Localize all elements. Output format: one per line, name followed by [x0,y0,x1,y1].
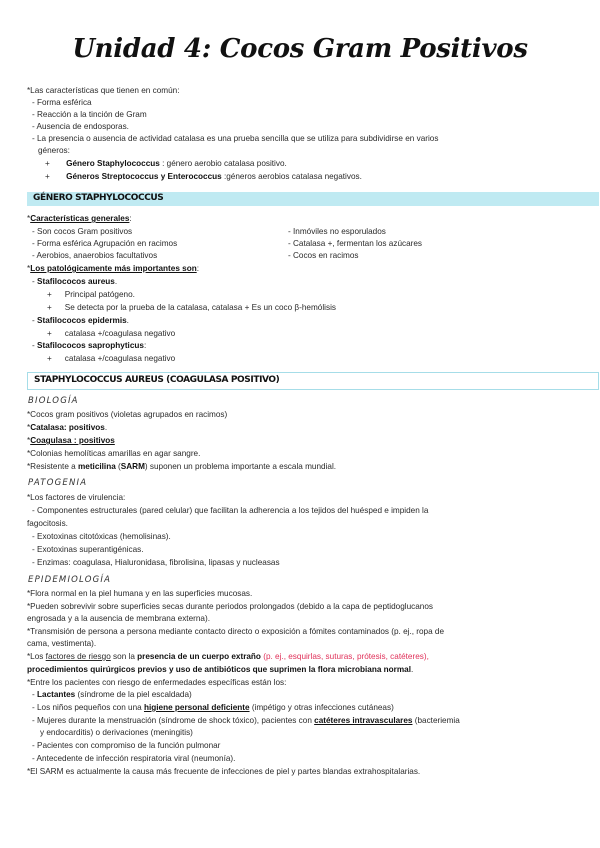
bold-term: Coagulasa : positivos [30,436,115,445]
plus-icon: + [47,329,52,338]
patogenia-line: *Los factores de virulencia: [27,493,126,502]
bold-term: Catalasa: positivos [30,423,105,432]
bio-line: *Colonias hemolíticas amarillas en agar sangre. [27,449,201,458]
bullet-text: Se detecta por la prueba de la catalasa, catalasa + Es un coco β-hemólisis [64,303,336,312]
bullet-staphylococcus [45,158,287,169]
heading-text: Características generales [30,214,130,223]
plus-icon: + [47,303,52,312]
epi-line [27,664,413,675]
underlined-term: factores de riesgo [45,652,111,661]
bold-term: higiene personal deficiente [143,703,250,712]
caracteristica-right: - Inmóviles no esporulados [288,227,386,236]
caracteristica-right: - Cocos en racimos [288,251,359,260]
bio-line: *Catalasa: positivos. [27,423,108,432]
bullet-streptococcus [45,171,362,182]
colon: : [129,214,132,223]
subheading-epidemiologia: EPIDEMIOLOGÍA [28,575,112,585]
bullet-text: catalasa +/coagulasa negativo [64,354,176,363]
section-box-aureus [27,372,599,390]
intro-presence-line: géneros: [38,146,70,155]
colon: : [196,264,199,273]
heading-text: Los patológicamente más importantes son [30,264,197,273]
epi-line: *Pueden sobrevivir sobre superficies secas durante periodos prolongados (debido a la capa de peptidoglucanos [27,602,434,611]
patogenia-line: - Componentes estructurales (pared celular) que facilitan la adherencia a los tejidos del huésped e impiden la [32,506,429,515]
epidermis-bullet [47,328,175,339]
species-name: Stafilococos epidermis [37,316,127,325]
patogenia-line: - Exotoxinas citotóxicas (hemolisinas). [32,532,171,541]
epi-line: y endocarditis) o derivaciones (meningitis) [40,728,193,737]
plus-icon: + [45,172,50,181]
bold-term: meticilina [77,462,116,471]
subheading-biologia: BIOLOGÍA [28,396,79,406]
epi-line [27,651,429,662]
species-aureus: - Stafilococos aureus. [32,277,118,286]
bio-line: *Cocos gram positivos (violetas agrupados en racimos) [27,410,228,419]
intro-presence-line: - La presencia o ausencia de actividad catalasa es una prueba sencilla que se utiliza para subdividirse en varios [32,134,439,143]
text: ) suponen un problema importante a escala mundial. [144,462,337,471]
intro-item: - Reacción a la tinción de Gram [32,110,147,119]
text: *Resistente a [27,462,78,471]
bold-term: SARM [120,462,145,471]
caracteristicas-heading [27,213,132,224]
text: . [410,665,414,674]
page-title: Unidad 4: Cocos Gram Positivos [72,34,528,64]
text: (síndrome de la piel escaldada) [75,690,192,699]
patogenia-line: - Enzimas: coagulasa, Hialuronidasa, fibrolisina, lipasas y nucleasas [32,558,280,567]
asterisk: * [27,214,31,223]
epi-line [32,715,460,726]
patologicos-heading [27,263,199,274]
bio-line [27,461,336,472]
epi-line: - Lactantes (síndrome de la piel escaldada) [32,690,192,699]
epi-line: - Pacientes con compromiso de la función pulmonar [32,741,221,750]
epi-line: - Antecedente de infección respiratoria viral (neumonía). [32,754,236,763]
plus-icon: + [47,354,52,363]
bullet-text: :géneros aerobios catalasa negativos. [221,172,362,181]
epi-line: *Transmisión de persona a persona mediante contacto directo o exposición a fómites contaminados (p. ej., ropa de [27,627,445,636]
species-saprophyticus: - Stafilococos saprophyticus: [32,341,147,350]
bold-term: Géneros Streptococcus y Enterococcus [66,172,222,181]
text: - Mujeres durante la menstruación (síndrome de shock tóxico), pacientes con [32,716,315,725]
bold-term: presencia de un cuerpo extraño [137,652,261,661]
patogenia-line: - Exotoxinas superantigénicas. [32,545,144,554]
section-box-title: STAPHYLOCOCCUS AUREUS (COAGULASA POSITIVO) [34,375,280,385]
species-epidermis: - Stafilococos epidermis. [32,316,129,325]
section-bar-title: GÉNERO STAPHYLOCOCCUS [33,193,164,203]
caracteristica-left: - Aerobios, anaerobios facultativos [32,251,158,260]
text: (bacteriemia [412,716,460,725]
caracteristica-left: - Forma esférica Agrupación en racimos [32,239,178,248]
bullet-text: catalasa +/coagulasa negativo [64,329,176,338]
asterisk: * [27,264,31,273]
aureus-bullet [47,289,135,300]
patogenia-line: fagocitosis. [27,519,68,528]
text: *Los [27,652,46,661]
intro-heading: *Las características que tienen en común: [27,86,180,95]
plus-icon: + [47,290,52,299]
bold-term: Género Staphylococcus [66,159,160,168]
bullet-text: : género aerobio catalasa positivo. [159,159,287,168]
text: (impétigo y otras infecciones cutáneas) [249,703,394,712]
intro-item: - Forma esférica [32,98,92,107]
bio-line: *Coagulasa : positivos [27,436,115,445]
caracteristica-left: - Son cocos Gram positivos [32,227,133,236]
saprophyticus-bullet [47,353,175,364]
caracteristica-right: - Catalasa +, fermentan los azúcares [288,239,423,248]
text: - Los niños pequeños con una [32,703,144,712]
intro-item: - Ausencia de endosporas. [32,122,129,131]
text: ( [115,462,121,471]
red-examples: (p. ej., esquirlas, suturas, prótesis, catéteres), [260,652,429,661]
epi-line: cama, vestimenta). [27,639,97,648]
epi-line: engrosada y a la ausencia de membrana externa). [27,614,210,623]
subheading-patogenia: PATOGENIA [28,478,88,488]
text: son la [110,652,138,661]
species-name: Stafilococos aureus [37,277,115,286]
species-name: Stafilococos saprophyticus [37,341,144,350]
epi-line: *Flora normal en la piel humana y en las superficies mucosas. [27,589,253,598]
plus-icon: + [45,159,50,168]
bold-term: Lactantes [37,690,76,699]
section-bar-genero [27,192,599,206]
epi-line [32,702,394,713]
bullet-text: Principal patógeno. [64,290,135,299]
bold-term: catéteres intravasculares [314,716,413,725]
epi-line: *El SARM es actualmente la causa más frecuente de infecciones de piel y partes blandas extrahospitalarias. [27,767,421,776]
bold-term: procedimientos quirúrgicos previos y uso de antibióticos que suprimen la flora microbiana normal [27,665,411,674]
epi-line: *Entre los pacientes con riesgo de enfermedades específicas están los: [27,678,287,687]
aureus-bullet [47,302,336,313]
